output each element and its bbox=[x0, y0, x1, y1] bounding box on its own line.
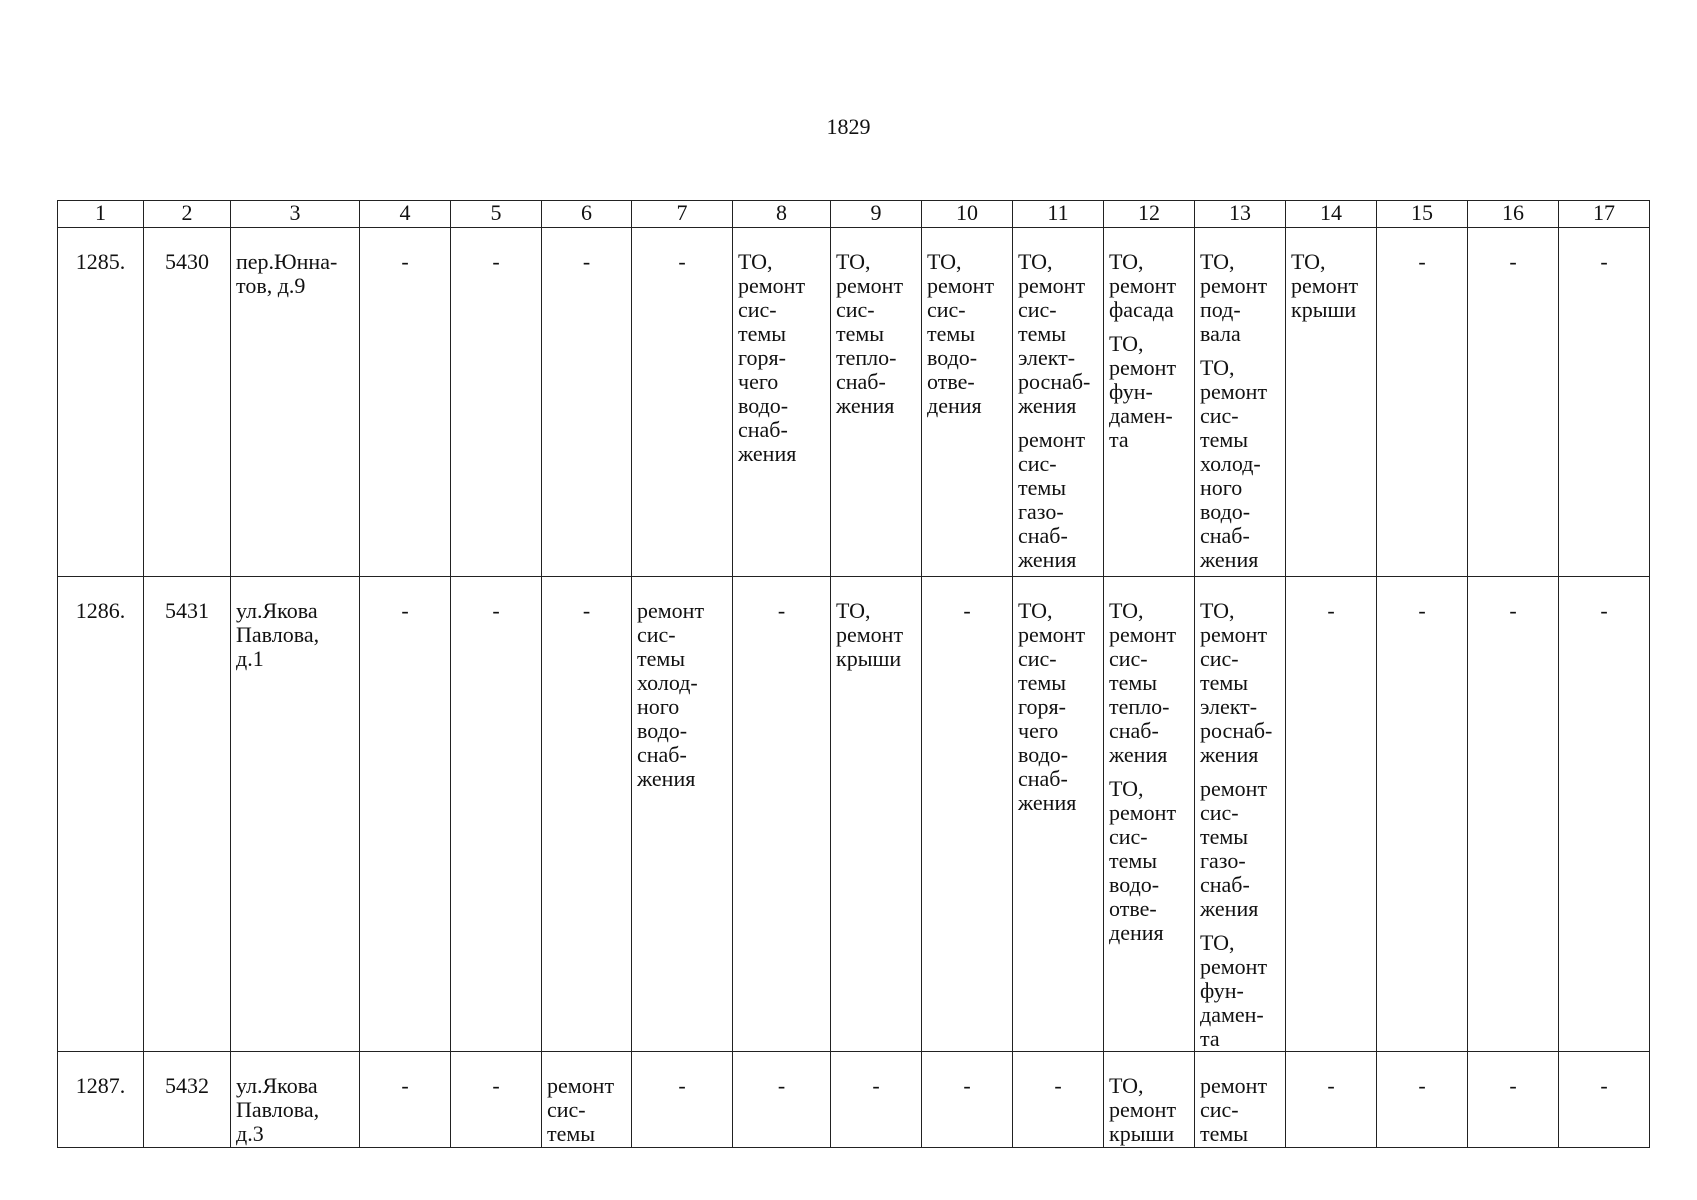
column-17-cell bbox=[1559, 1052, 1650, 1148]
dash-placeholder: - bbox=[1509, 598, 1517, 623]
work-entry: ремонт сис- темы газо- снаб- жения bbox=[1200, 776, 1268, 921]
column-10-cell bbox=[922, 1052, 1013, 1148]
building-code bbox=[144, 577, 231, 1052]
column-4-cell bbox=[360, 577, 451, 1052]
building-code bbox=[144, 1052, 231, 1148]
work-entry: ТО, ремонт сис- темы элект- роснаб- жения bbox=[1018, 249, 1091, 418]
page-number: 1829 bbox=[826, 114, 871, 139]
dash-placeholder: - bbox=[1418, 598, 1426, 623]
column-header: 7 bbox=[632, 201, 733, 228]
column-8-cell bbox=[733, 577, 831, 1052]
work-entry: ремонт сис- темы холод- ного водо- снаб- жения bbox=[637, 598, 705, 791]
column-17-cell bbox=[1559, 577, 1650, 1052]
column-header: 9 bbox=[831, 201, 922, 228]
dash-placeholder: - bbox=[1418, 249, 1426, 274]
work-entry: ТО, ремонт фун- дамен- та bbox=[1109, 331, 1177, 452]
schedule-table bbox=[57, 200, 1650, 1148]
address bbox=[231, 1052, 360, 1148]
cell-text: ул.Якова Павлова, д.3 bbox=[236, 1073, 320, 1146]
work-entry: ТО, ремонт сис- темы горя- чего водо- снаб- жения bbox=[738, 249, 806, 466]
column-4-cell bbox=[360, 228, 451, 577]
column-4-cell bbox=[360, 1052, 451, 1148]
dash-placeholder: - bbox=[401, 1073, 409, 1098]
work-entry: ТО, ремонт фасада bbox=[1109, 249, 1177, 322]
column-10-cell bbox=[922, 577, 1013, 1052]
column-12-cell bbox=[1104, 577, 1195, 1052]
column-7-cell bbox=[632, 577, 733, 1052]
dash-placeholder: - bbox=[492, 249, 500, 274]
column-header: 12 bbox=[1104, 201, 1195, 228]
column-11-cell bbox=[1013, 1052, 1104, 1148]
dash-placeholder: - bbox=[492, 598, 500, 623]
column-8-cell bbox=[733, 1052, 831, 1148]
column-header: 13 bbox=[1195, 201, 1286, 228]
cell-text: 5432 bbox=[165, 1073, 209, 1098]
work-entry: ТО, ремонт фун- дамен- та bbox=[1200, 930, 1268, 1051]
dash-placeholder: - bbox=[1327, 598, 1335, 623]
header-row bbox=[58, 201, 1650, 228]
column-13-cell bbox=[1195, 228, 1286, 577]
cell-text: пер.Юнна- тов, д.9 bbox=[236, 249, 338, 298]
cell-text: 5431 bbox=[165, 598, 209, 623]
column-17-cell bbox=[1559, 228, 1650, 577]
column-6-cell bbox=[542, 1052, 632, 1148]
table-row bbox=[58, 1052, 1650, 1148]
address bbox=[231, 577, 360, 1052]
column-header: 10 bbox=[922, 201, 1013, 228]
column-header: 4 bbox=[360, 201, 451, 228]
column-14-cell bbox=[1286, 577, 1377, 1052]
work-entry: ТО, ремонт сис- темы водо- отве- дения bbox=[927, 249, 995, 418]
dash-placeholder: - bbox=[963, 598, 971, 623]
column-16-cell bbox=[1468, 577, 1559, 1052]
table-row bbox=[58, 228, 1650, 577]
column-5-cell bbox=[451, 228, 542, 577]
column-9-cell bbox=[831, 1052, 922, 1148]
table-row bbox=[58, 577, 1650, 1052]
building-code bbox=[144, 228, 231, 577]
row-number bbox=[58, 1052, 144, 1148]
column-6-cell bbox=[542, 228, 632, 577]
column-header: 2 bbox=[144, 201, 231, 228]
work-entry: ТО, ремонт под- вала bbox=[1200, 249, 1268, 346]
column-header: 1 bbox=[58, 201, 144, 228]
dash-placeholder: - bbox=[1418, 1073, 1426, 1098]
cell-text: ул.Якова Павлова, д.1 bbox=[236, 598, 320, 671]
column-11-cell bbox=[1013, 228, 1104, 577]
dash-placeholder: - bbox=[401, 249, 409, 274]
column-7-cell bbox=[632, 228, 733, 577]
column-header: 3 bbox=[231, 201, 360, 228]
column-10-cell bbox=[922, 228, 1013, 577]
column-header: 17 bbox=[1559, 201, 1650, 228]
dash-placeholder: - bbox=[777, 1073, 786, 1098]
dash-placeholder: - bbox=[1054, 1073, 1062, 1098]
column-header: 16 bbox=[1468, 201, 1559, 228]
work-entry: ТО, ремонт сис- темы горя- чего водо- снаб- жения bbox=[1018, 598, 1086, 815]
column-header: 14 bbox=[1286, 201, 1377, 228]
column-8-cell bbox=[733, 228, 831, 577]
row-number bbox=[58, 228, 144, 577]
dash-placeholder: - bbox=[777, 598, 786, 623]
column-7-cell bbox=[632, 1052, 733, 1148]
dash-placeholder: - bbox=[678, 1073, 686, 1098]
dash-placeholder: - bbox=[678, 249, 686, 274]
column-16-cell bbox=[1468, 228, 1559, 577]
column-15-cell bbox=[1377, 577, 1468, 1052]
work-entry: ТО, ремонт сис- темы холод- ного водо- снаб- жения bbox=[1200, 355, 1268, 572]
dash-placeholder: - bbox=[582, 249, 591, 274]
column-12-cell bbox=[1104, 228, 1195, 577]
column-14-cell bbox=[1286, 228, 1377, 577]
column-13-cell bbox=[1195, 577, 1286, 1052]
work-entry: ТО, ремонт крыши bbox=[1291, 249, 1359, 322]
dash-placeholder: - bbox=[872, 1073, 880, 1098]
column-9-cell bbox=[831, 577, 922, 1052]
work-entry: ТО, ремонт крыши bbox=[1109, 1073, 1177, 1146]
column-6-cell bbox=[542, 577, 632, 1052]
dash-placeholder: - bbox=[963, 1073, 971, 1098]
dash-placeholder: - bbox=[1509, 249, 1517, 274]
work-entry: ТО, ремонт сис- темы тепло- снаб- жения bbox=[836, 249, 904, 418]
dash-placeholder: - bbox=[1327, 1073, 1335, 1098]
cell-text: 1285. bbox=[75, 249, 126, 274]
work-entry: ТО, ремонт сис- темы водо- отве- дения bbox=[1109, 776, 1177, 945]
column-16-cell bbox=[1468, 1052, 1559, 1148]
work-entry: ремонт сис- темы bbox=[547, 1073, 615, 1146]
column-header: 15 bbox=[1377, 201, 1468, 228]
work-entry: ТО, ремонт сис- темы тепло- снаб- жения bbox=[1109, 598, 1177, 767]
row-number bbox=[58, 577, 144, 1052]
column-header: 5 bbox=[451, 201, 542, 228]
column-5-cell bbox=[451, 577, 542, 1052]
column-13-cell bbox=[1195, 1052, 1286, 1148]
dash-placeholder: - bbox=[401, 598, 409, 623]
dash-placeholder: - bbox=[1600, 249, 1608, 274]
column-header: 8 bbox=[733, 201, 831, 228]
column-12-cell bbox=[1104, 1052, 1195, 1148]
column-5-cell bbox=[451, 1052, 542, 1148]
work-entry: ТО, ремонт сис- темы элект- роснаб- жения bbox=[1200, 598, 1273, 767]
column-15-cell bbox=[1377, 228, 1468, 577]
work-entry: ремонт сис- темы газо- снаб- жения bbox=[1018, 427, 1086, 572]
column-header: 6 bbox=[542, 201, 632, 228]
dash-placeholder: - bbox=[582, 598, 591, 623]
column-14-cell bbox=[1286, 1052, 1377, 1148]
work-entry: ремонт сис- темы bbox=[1200, 1073, 1268, 1146]
address bbox=[231, 228, 360, 577]
dash-placeholder: - bbox=[492, 1073, 500, 1098]
column-11-cell bbox=[1013, 577, 1104, 1052]
cell-text: 1287. bbox=[75, 1073, 126, 1098]
dash-placeholder: - bbox=[1600, 1073, 1608, 1098]
dash-placeholder: - bbox=[1600, 598, 1608, 623]
cell-text: 5430 bbox=[165, 249, 209, 274]
dash-placeholder: - bbox=[1509, 1073, 1517, 1098]
column-15-cell bbox=[1377, 1052, 1468, 1148]
column-9-cell bbox=[831, 228, 922, 577]
cell-text: 1286. bbox=[75, 598, 126, 623]
work-entry: ТО, ремонт крыши bbox=[836, 598, 904, 671]
column-header: 11 bbox=[1013, 201, 1104, 228]
